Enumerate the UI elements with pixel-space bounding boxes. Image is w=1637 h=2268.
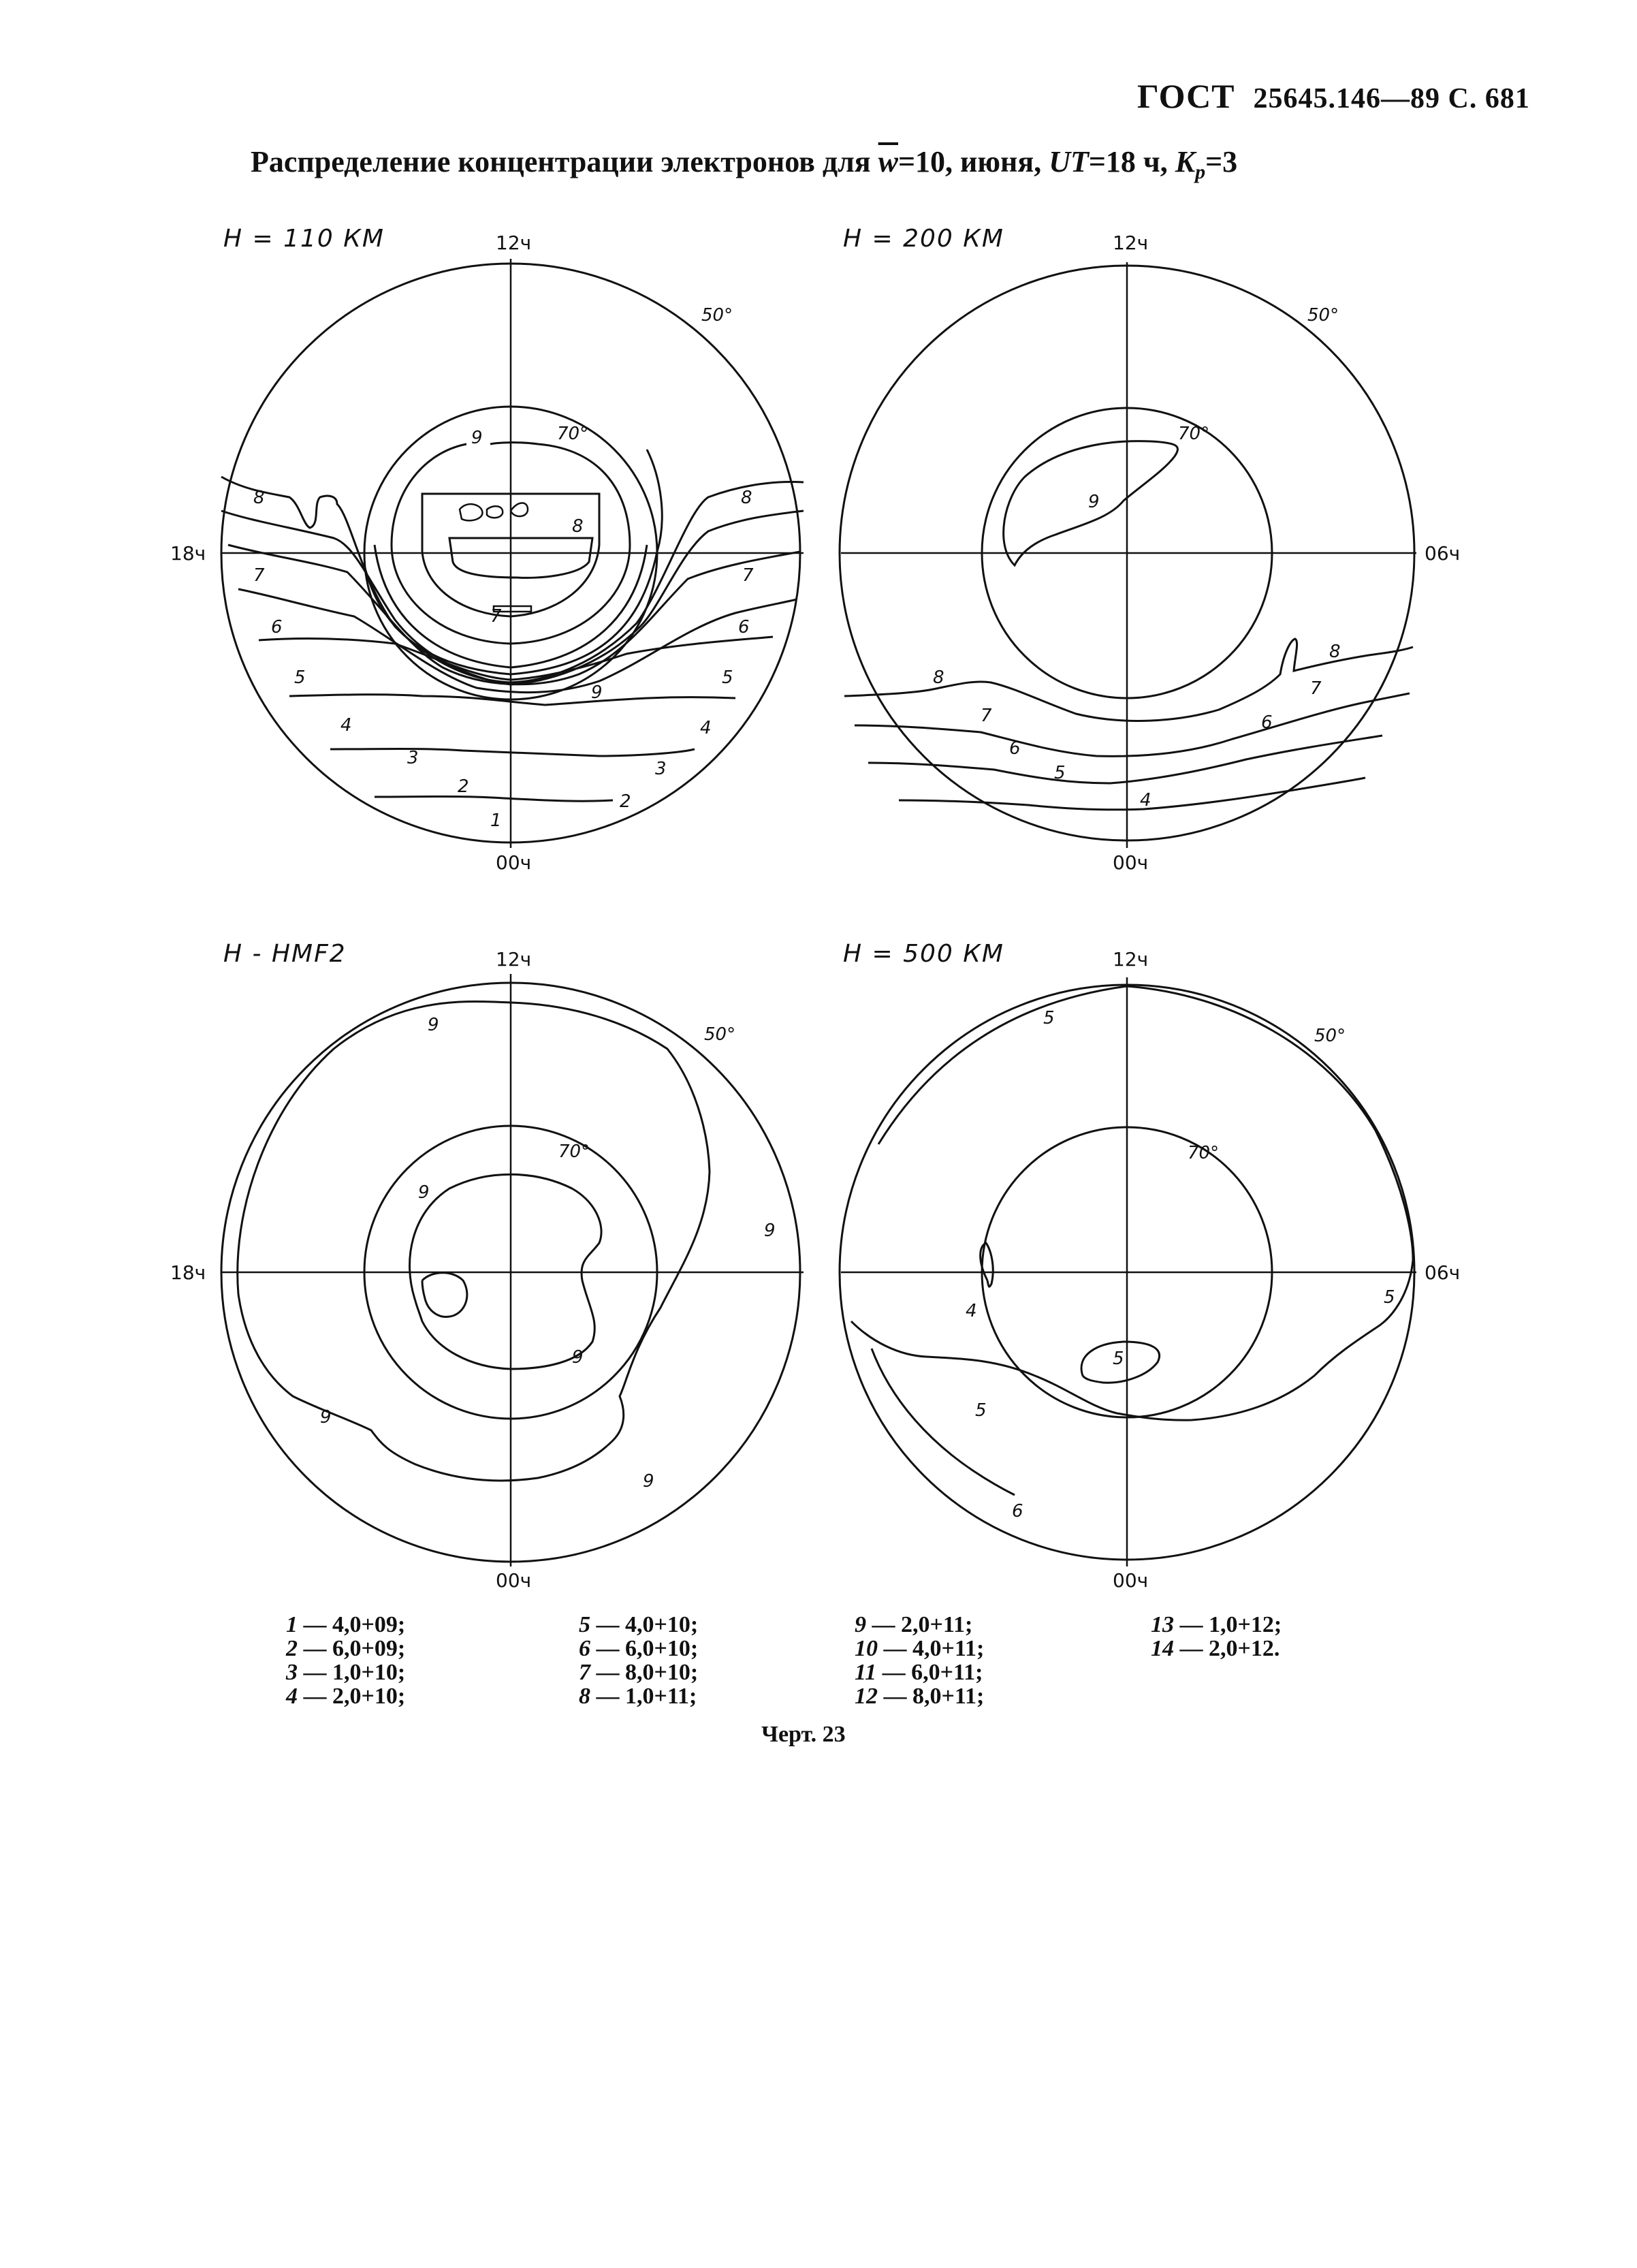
diagram-label: H = 200 КМ	[843, 225, 1004, 253]
polar-plot-500km	[838, 940, 1450, 1587]
figure-number: Черт. 23	[761, 1722, 846, 1747]
contour-label: 5	[1384, 1287, 1395, 1308]
title-ut-value: =18 ч,	[1088, 145, 1168, 178]
latitude-label-50: 50°	[704, 1024, 736, 1045]
contour-label: 6	[1012, 1501, 1023, 1522]
figure-title	[251, 144, 1237, 184]
contour-label: 9	[320, 1407, 332, 1428]
latitude-label-50: 50°	[701, 305, 733, 326]
contour-label: 4	[340, 715, 352, 736]
contour-label: 6	[738, 617, 750, 637]
polar-plot-110km	[218, 225, 831, 872]
header-number: 25645.146—89 С. 681	[1253, 83, 1530, 114]
legend-item: 4 — 2,0+10;	[286, 1684, 406, 1709]
diagram-label: H = 110 КМ	[223, 225, 385, 253]
contour-label: 9	[428, 1015, 439, 1035]
header-prefix: ГОСТ	[1137, 77, 1235, 115]
time-label-12h: 12ч	[496, 232, 532, 254]
latitude-label-70: 70°	[1178, 424, 1210, 444]
title-w-symbol: $\overline{w}$	[878, 145, 898, 178]
latitude-label-70: 70°	[1188, 1143, 1220, 1163]
legend-column-3	[855, 1613, 984, 1708]
title-kp-value: =3	[1205, 145, 1238, 178]
legend-item: 7 — 8,0+10;	[579, 1660, 699, 1685]
contour-label: 1	[490, 810, 502, 831]
legend-item: 5 — 4,0+10;	[579, 1612, 699, 1637]
contour-label: 9	[471, 428, 483, 448]
contour-label: 7	[742, 565, 754, 586]
legend-item: 3 — 1,0+10;	[286, 1660, 406, 1685]
legend-item: 9 — 2,0+11;	[855, 1612, 973, 1637]
title-kp: K	[1175, 145, 1196, 178]
contour-label: 3	[407, 748, 419, 768]
contour-label: 8	[1329, 642, 1341, 662]
contour-label: 5	[294, 667, 306, 688]
title-ut: UT	[1049, 145, 1089, 178]
contour-label: 9	[643, 1471, 654, 1492]
contour-label: 5	[1043, 1008, 1055, 1028]
contour-label: 5	[1113, 1349, 1124, 1369]
legend-item: 1 — 4,0+09;	[286, 1612, 406, 1637]
contour-label: 2	[458, 776, 469, 797]
contour-label: 7	[1310, 678, 1322, 699]
legend-item: 14 — 2,0+12.	[1151, 1636, 1280, 1661]
contour-label: 9	[764, 1220, 776, 1241]
contour-label: 8	[572, 516, 584, 537]
contour-label: 9	[572, 1347, 584, 1368]
contour-label: 3	[655, 759, 667, 779]
contour-label: 8	[741, 488, 752, 508]
latitude-label-70: 70°	[558, 1141, 590, 1162]
time-label-12h: 12ч	[1113, 948, 1149, 971]
contour-label: 4	[1140, 790, 1151, 810]
contour-label: 5	[722, 667, 733, 688]
legend-item: 8 — 1,0+11;	[579, 1684, 697, 1709]
time-label-06h: 06ч	[1425, 1261, 1461, 1284]
polar-plot-hmf2	[218, 940, 831, 1587]
latitude-label-70: 70°	[557, 424, 589, 444]
legend-column-4	[1151, 1613, 1282, 1660]
contour-label: 5	[1054, 763, 1066, 783]
contour-label: 4	[966, 1301, 977, 1321]
contour-label: 4	[700, 718, 712, 738]
contour-label: 8	[933, 667, 944, 688]
contour-label: 7	[490, 606, 502, 627]
title-text: Распределение концентрации электронов для	[251, 145, 871, 178]
contour-label: 9	[591, 682, 603, 703]
contour-label: 2	[620, 791, 631, 812]
legend-item: 6 — 6,0+10;	[579, 1636, 699, 1661]
contour-label: 9	[1088, 492, 1100, 512]
contour-label: 8	[253, 488, 265, 508]
time-label-18h: 18ч	[170, 1261, 206, 1284]
time-label-06h: 06ч	[1425, 542, 1461, 565]
polar-diagram-110km	[170, 225, 831, 874]
legend-item: 13 — 1,0+12;	[1151, 1612, 1282, 1637]
contour-label: 7	[981, 706, 992, 726]
polar-diagram-200km	[838, 225, 1461, 874]
title-w-value: =10, июня,	[897, 145, 1042, 178]
polar-diagram-hmf2	[170, 940, 831, 1592]
legend-item: 2 — 6,0+09;	[286, 1636, 406, 1661]
contour-label: 7	[253, 565, 265, 586]
diagram-label: H = 500 КМ	[843, 940, 1004, 968]
legend-column-1	[286, 1613, 405, 1708]
polar-plot-200km	[838, 225, 1450, 872]
polar-diagram-500km	[838, 940, 1461, 1592]
time-label-00h: 00ч	[496, 1569, 532, 1592]
contour-label: 6	[1261, 712, 1273, 733]
time-label-12h: 12ч	[1113, 232, 1149, 254]
time-label-00h: 00ч	[1113, 851, 1149, 874]
contour-label: 6	[271, 617, 283, 637]
time-label-12h: 12ч	[496, 948, 532, 971]
latitude-label-50: 50°	[1314, 1026, 1346, 1046]
time-label-00h: 00ч	[1113, 1569, 1149, 1592]
title-kp-sub: p	[1195, 160, 1206, 183]
legend-item: 10 — 4,0+11;	[855, 1636, 985, 1661]
page-header	[1137, 76, 1530, 116]
contour-label: 9	[418, 1182, 430, 1203]
diagram-label: H - HMF2	[223, 940, 347, 968]
contour-label: 6	[1009, 738, 1021, 759]
legend-column-2	[579, 1613, 698, 1708]
contour-label: 5	[975, 1400, 987, 1421]
latitude-label-50: 50°	[1307, 305, 1339, 326]
legend-item: 11 — 6,0+11;	[855, 1660, 983, 1685]
time-label-00h: 00ч	[496, 851, 532, 874]
legend-item: 12 — 8,0+11;	[855, 1684, 985, 1709]
time-label-18h: 18ч	[170, 542, 206, 565]
